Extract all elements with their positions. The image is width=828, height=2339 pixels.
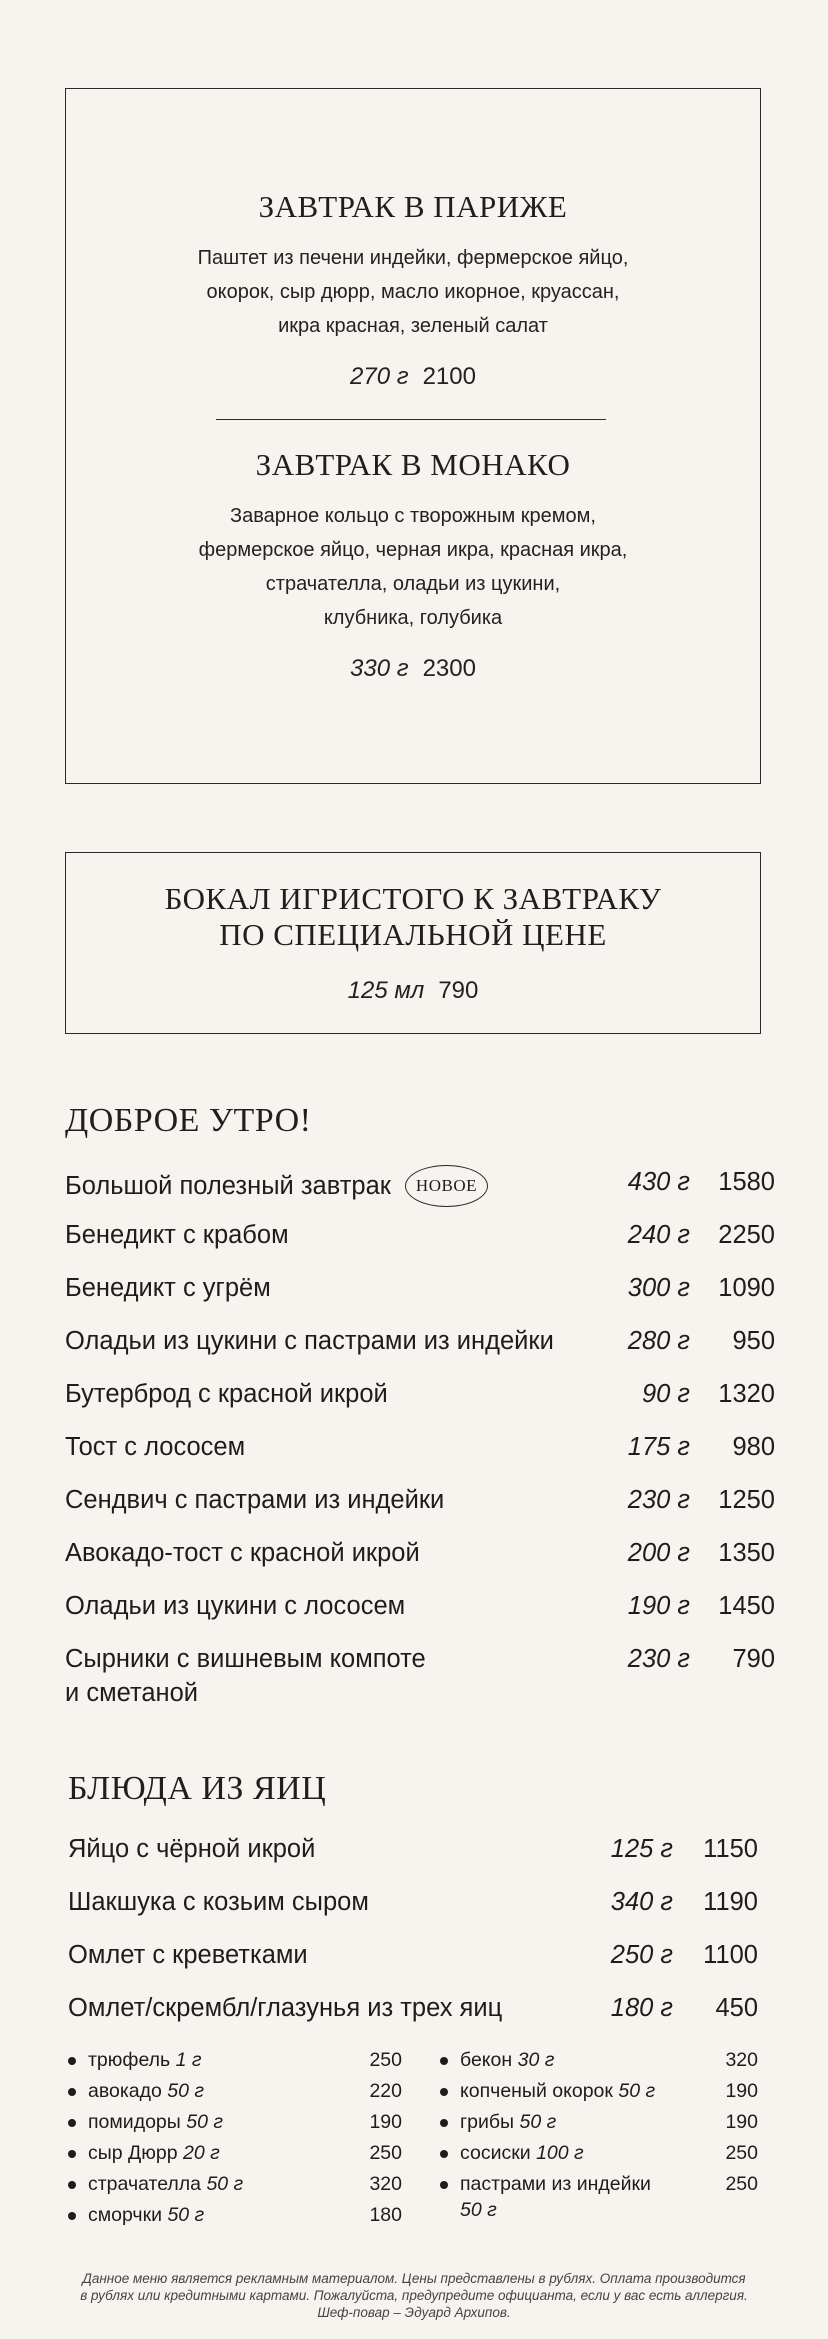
menu-item bbox=[68, 1832, 758, 1872]
bullet-icon bbox=[440, 2119, 448, 2127]
addon-price: 250 bbox=[725, 2142, 758, 2164]
addon-price: 180 bbox=[369, 2204, 402, 2226]
desc-line: Заварное кольцо с творожным кремом, bbox=[230, 505, 596, 527]
desc-line: икра красная, зеленый салат bbox=[278, 315, 548, 337]
item-weight: 180 г bbox=[610, 1994, 673, 2022]
addon-name: авокадо 50 г bbox=[88, 2080, 205, 2102]
addon-item bbox=[440, 2078, 758, 2108]
sparkling-title bbox=[66, 881, 760, 953]
section-title-eggs: БЛЮДА ИЗ ЯИЦ bbox=[68, 1770, 327, 1807]
footer-line: Шеф-повар – Эдуард Архипов. bbox=[317, 2305, 511, 2320]
addon-name: помидоры 50 г bbox=[88, 2111, 223, 2133]
item-name: Сырники с вишневым компоте и сметаной bbox=[65, 1645, 426, 1707]
item-weight: 280 г bbox=[627, 1327, 690, 1355]
item-name: Авокадо-тост с красной икрой bbox=[65, 1539, 420, 1567]
addon-price: 250 bbox=[369, 2142, 402, 2164]
addon-price: 190 bbox=[369, 2111, 402, 2133]
addon-item bbox=[68, 2109, 402, 2139]
item-weight: 430 г bbox=[627, 1168, 690, 1196]
item-weight: 340 г bbox=[610, 1888, 673, 1916]
dish-weight: 270 г bbox=[350, 363, 409, 390]
item-name: Омлет/скрембл/глазунья из трех яиц bbox=[68, 1994, 503, 2022]
sparkling-price: 790 bbox=[438, 977, 479, 1004]
sparkling-offer-box bbox=[65, 852, 761, 1034]
addon-item bbox=[68, 2202, 402, 2232]
featured-breakfast-box bbox=[65, 88, 761, 784]
item-name: Сендвич с пастрами из индейки bbox=[65, 1486, 445, 1514]
dish-price: 2300 bbox=[422, 655, 476, 682]
addon-item bbox=[68, 2140, 402, 2170]
item-name: Омлет с креветками bbox=[68, 1941, 308, 1969]
item-name: Большой полезный завтрак НОВОЕ bbox=[65, 1165, 488, 1207]
addon-price: 250 bbox=[725, 2173, 758, 2195]
item-weight: 190 г bbox=[627, 1592, 690, 1620]
menu-item bbox=[68, 1991, 758, 2031]
addon-name: грибы 50 г bbox=[460, 2111, 557, 2133]
addon-item bbox=[440, 2171, 758, 2231]
item-price: 950 bbox=[732, 1327, 775, 1355]
item-weight: 230 г bbox=[627, 1645, 690, 1673]
section-title-morning: ДОБРОЕ УТРО! bbox=[65, 1102, 312, 1139]
desc-line: клубника, голубика bbox=[323, 607, 503, 629]
item-price: 1190 bbox=[703, 1888, 758, 1916]
bullet-icon bbox=[68, 2212, 76, 2220]
sparkling-title-line2: ПО СПЕЦИАЛЬНОЙ ЦЕНЕ bbox=[219, 917, 607, 952]
item-name: Оладьи из цукини с лососем bbox=[65, 1592, 406, 1620]
menu-item bbox=[68, 1938, 758, 1978]
item-price: 790 bbox=[732, 1645, 775, 1673]
menu-item bbox=[65, 1377, 775, 1417]
item-price: 2250 bbox=[718, 1221, 775, 1249]
addon-price: 320 bbox=[369, 2173, 402, 2195]
addon-item bbox=[68, 2047, 402, 2077]
item-weight: 230 г bbox=[627, 1486, 690, 1514]
item-name: Шакшука с козьим сыром bbox=[68, 1888, 369, 1916]
menu-item bbox=[65, 1218, 775, 1258]
bullet-icon bbox=[440, 2088, 448, 2096]
addon-name: сосиски 100 г bbox=[460, 2142, 584, 2164]
weight-price-paris bbox=[66, 363, 760, 391]
addon-item bbox=[68, 2078, 402, 2108]
item-price: 1580 bbox=[718, 1168, 775, 1196]
addon-price: 190 bbox=[725, 2080, 758, 2102]
dish-title-paris: ЗАВТРАК В ПАРИЖЕ bbox=[258, 189, 568, 224]
item-price: 1090 bbox=[718, 1274, 775, 1302]
addon-name: трюфель 1 г bbox=[88, 2049, 202, 2071]
bullet-icon bbox=[68, 2181, 76, 2189]
item-price: 1150 bbox=[703, 1835, 758, 1863]
desc-line: страчателла, оладьи из цукини, bbox=[265, 573, 561, 595]
item-weight: 200 г bbox=[627, 1539, 690, 1567]
item-name: Бутерброд с красной икрой bbox=[65, 1380, 388, 1408]
item-weight: 240 г bbox=[627, 1221, 690, 1249]
dish-desc-paris bbox=[66, 241, 760, 343]
menu-item bbox=[65, 1271, 775, 1311]
addon-price: 320 bbox=[725, 2049, 758, 2071]
item-weight: 175 г bbox=[627, 1433, 690, 1461]
dish-desc-monaco bbox=[66, 499, 760, 635]
bullet-icon bbox=[68, 2150, 76, 2158]
divider bbox=[216, 419, 606, 420]
item-price: 1350 bbox=[718, 1539, 775, 1567]
bullet-icon bbox=[440, 2150, 448, 2158]
item-name: Оладьи из цукини с пастрами из индейки bbox=[65, 1327, 554, 1355]
footer-line: в рублях или кредитными картами. Пожалуйста, предупредите официанта, если у вас есть аллергия. bbox=[80, 2288, 748, 2303]
dish-title-monaco: ЗАВТРАК В МОНАКО bbox=[255, 447, 571, 482]
menu-item bbox=[65, 1589, 775, 1629]
addon-name: копченый окорок 50 г bbox=[460, 2080, 656, 2102]
item-name: Тост с лососем bbox=[65, 1433, 246, 1461]
bullet-icon bbox=[440, 2181, 448, 2189]
bullet-icon bbox=[440, 2057, 448, 2065]
addon-name: страчателла 50 г bbox=[88, 2173, 244, 2195]
sparkling-weight-price bbox=[66, 977, 760, 1005]
addon-price: 220 bbox=[369, 2080, 402, 2102]
bullet-icon bbox=[68, 2119, 76, 2127]
menu-item bbox=[65, 1536, 775, 1576]
bullet-icon bbox=[68, 2088, 76, 2096]
desc-line: Паштет из печени индейки, фермерское яйцо, bbox=[197, 247, 629, 269]
addon-item bbox=[440, 2140, 758, 2170]
addon-name: бекон 30 г bbox=[460, 2049, 555, 2071]
menu-item bbox=[68, 1885, 758, 1925]
dish-weight: 330 г bbox=[350, 655, 409, 682]
menu-item bbox=[65, 1642, 775, 1712]
menu-item bbox=[65, 1483, 775, 1523]
addon-price: 190 bbox=[725, 2111, 758, 2133]
footer-disclaimer bbox=[30, 2270, 798, 2321]
item-weight: 90 г bbox=[641, 1380, 690, 1408]
footer-line: Данное меню является рекламным материалом. Цены представлены в рублях. Оплата производится bbox=[82, 2271, 746, 2286]
item-price: 980 bbox=[732, 1433, 775, 1461]
addon-name: сыр Дюрр 20 г bbox=[88, 2142, 220, 2164]
sparkling-volume: 125 мл bbox=[347, 977, 425, 1004]
desc-line: окорок, сыр дюрр, масло икорное, круассан, bbox=[206, 281, 620, 303]
item-weight: 125 г bbox=[610, 1835, 673, 1863]
item-name: Бенедикт с угрём bbox=[65, 1274, 271, 1302]
menu-item bbox=[65, 1165, 775, 1205]
item-price: 1320 bbox=[718, 1380, 775, 1408]
item-weight: 300 г bbox=[627, 1274, 690, 1302]
addon-item bbox=[440, 2109, 758, 2139]
item-name: Бенедикт с крабом bbox=[65, 1221, 289, 1249]
desc-line: фермерское яйцо, черная икра, красная икра, bbox=[198, 539, 628, 561]
item-price: 1250 bbox=[718, 1486, 775, 1514]
item-price: 1450 bbox=[718, 1592, 775, 1620]
item-price: 450 bbox=[715, 1994, 758, 2022]
addon-name: пастрами из индейки 50 г bbox=[460, 2173, 651, 2221]
menu-item bbox=[65, 1324, 775, 1364]
addon-item bbox=[68, 2171, 402, 2201]
item-price: 1100 bbox=[703, 1941, 758, 1969]
addon-price: 250 bbox=[369, 2049, 402, 2071]
addon-item bbox=[440, 2047, 758, 2077]
dish-price: 2100 bbox=[422, 363, 476, 390]
sparkling-title-line1: БОКАЛ ИГРИСТОГО К ЗАВТРАКУ bbox=[164, 881, 662, 916]
new-badge: НОВОЕ bbox=[405, 1165, 488, 1207]
addon-name: сморчки 50 г bbox=[88, 2204, 205, 2226]
bullet-icon bbox=[68, 2057, 76, 2065]
item-name: Яйцо с чёрной икрой bbox=[68, 1835, 316, 1863]
menu-item bbox=[65, 1430, 775, 1470]
item-weight: 250 г bbox=[610, 1941, 673, 1969]
weight-price-monaco bbox=[66, 655, 760, 683]
